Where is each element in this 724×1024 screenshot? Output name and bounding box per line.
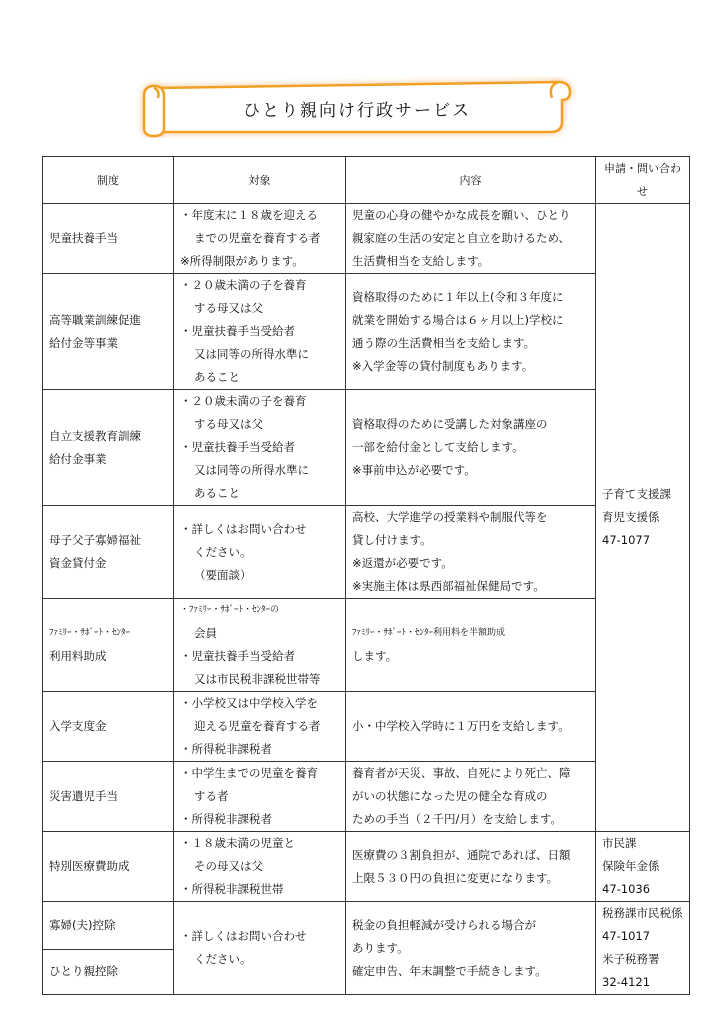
banner-title: ひとり親向け行政サービス: [243, 101, 471, 121]
system-name: 高等職業訓練促進 給付金等事業: [43, 274, 174, 390]
contact-pension: 市民課 保険年金係 47-1036: [596, 832, 690, 902]
table-row: [43, 204, 690, 274]
contact-tax: 税務課市民税係 47-1017 米子税務署 32-4121: [596, 902, 690, 995]
table-header-row: [43, 157, 690, 204]
system-name: ﾌｧﾐﾘｰ・ｻﾎﾟｰﾄ・ｾﾝﾀｰ 利用料助成: [43, 599, 174, 692]
content-cell: 資格取得のために受講した対象講座の 一部を給付金として支給します。 ※事前申込が必要です。: [346, 390, 596, 506]
table-row: [43, 390, 690, 506]
target-cell: ・詳しくはお問い合わせ ください。 （要面談）: [174, 506, 346, 599]
table-row: [43, 692, 690, 762]
target-cell: ・詳しくはお問い合わせ ください。: [174, 902, 346, 995]
contact-childcare: 子育て支援課 育児支援係 47-1077: [596, 204, 690, 832]
header-apply: 申請・問い合わせ: [596, 157, 690, 204]
content-cell: 医療費の３割負担が、通院であれば、日額 上限５３０円の負担に変更になります。: [346, 832, 596, 902]
header-content: 内容: [346, 157, 596, 204]
header-system: 制度: [43, 157, 174, 204]
table-row: [43, 902, 690, 950]
content-cell: 資格取得のために１年以上(令和３年度に 就業を開始する場合は６ヶ月以上)学校に 通う際の生活費相当を支給します。 ※入学金等の貸付制度もあります。: [346, 274, 596, 390]
target-cell: ・２０歳未満の子を養育 する母又は父 ・児童扶養手当受給者 又は同等の所得水準に あること: [174, 274, 346, 390]
content-cell: 小・中学校入学時に１万円を支給します。: [346, 692, 596, 762]
header-target: 対象: [174, 157, 346, 204]
system-name: 自立支援教育訓練 給付金事業: [43, 390, 174, 506]
table-row: [43, 274, 690, 390]
target-cell: ・中学生までの児童を養育 する者 ・所得税非課税者: [174, 762, 346, 832]
target-cell: ・１８歳未満の児童と その母又は父 ・所得税非課税世帯: [174, 832, 346, 902]
table-row: [43, 762, 690, 832]
services-table: [42, 156, 690, 995]
table-row: [43, 599, 690, 692]
system-name: 児童扶養手当: [43, 204, 174, 274]
content-cell: 税金の負担軽減が受けられる場合が あります。 確定申告、年末調整で手続きします。: [346, 902, 596, 995]
content-cell: 高校、大学進学の授業料や制服代等を 貸し付けます。 ※返還が必要です。 ※実施主体は県西部福祉保健局です。: [346, 506, 596, 599]
system-name: 寡婦(夫)控除: [43, 902, 174, 950]
system-name: 入学支度金: [43, 692, 174, 762]
content-cell: 養育者が天災、事故、自死により死亡、障 がいの状態になった児の健全な育成の ための手当（２千円/月）を支給します。: [346, 762, 596, 832]
table-row: [43, 506, 690, 599]
content-cell: ﾌｧﾐﾘｰ・ｻﾎﾟｰﾄ・ｾﾝﾀｰ利用料を半額助成 します。: [346, 599, 596, 692]
title-banner: [138, 76, 576, 138]
system-name: 特別医療費助成: [43, 832, 174, 902]
system-name: 母子父子寡婦福祉 資金貸付金: [43, 506, 174, 599]
target-cell: ・ﾌｧﾐﾘｰ・ｻﾎﾟｰﾄ・ｾﾝﾀｰの 会員 ・児童扶養手当受給者 又は市民税非課税世帯等: [174, 599, 346, 692]
system-name: ひとり親控除: [43, 949, 174, 994]
system-name: 災害遺児手当: [43, 762, 174, 832]
target-cell: ・年度末に１８歳を迎える までの児童を養育する者 ※所得制限があります。: [174, 204, 346, 274]
table-row: [43, 832, 690, 902]
target-cell: ・小学校又は中学校入学を 迎える児童を養育する者 ・所得税非課税者: [174, 692, 346, 762]
content-cell: 児童の心身の健やかな成長を願い、ひとり 親家庭の生活の安定と自立を助けるため、 生活費相当を支給します。: [346, 204, 596, 274]
target-cell: ・２０歳未満の子を養育 する母又は父 ・児童扶養手当受給者 又は同等の所得水準に あること: [174, 390, 346, 506]
